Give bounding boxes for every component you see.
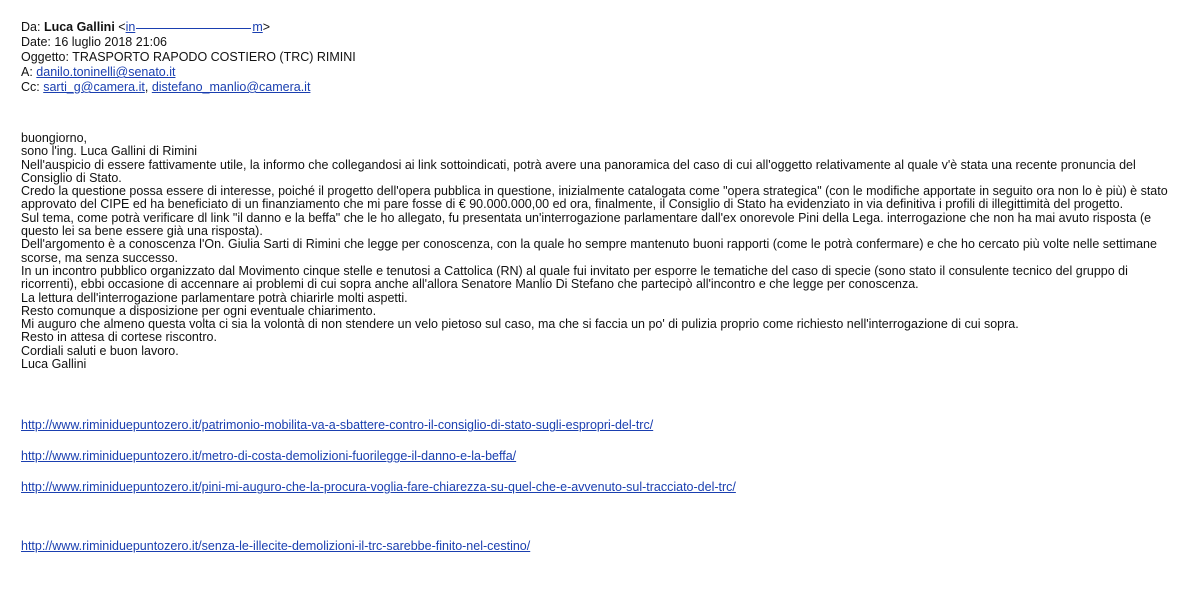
from-label: Da: <box>21 20 41 34</box>
body-line: Sul tema, come potrà verificare dl link "il danno e la beffa" che le ho allegato, fu presentata un'interrogazione parlamentare dall'ex onorevole Pini della Lega. interrogazione che non ha mai avuto risposta (e <box>21 210 1152 225</box>
body-line: Dell'argomento è a conoscenza l'On. Giulia Sarti di Rimini che legge per conoscenza, con la quale ho sempre mantenuto buoni rapporti (come le potrà confermare) e che ho cercato più volte nelle settimane <box>21 237 1157 252</box>
body-line: Consiglio di Stato. <box>21 170 122 185</box>
date-value: 16 luglio 2018 21:06 <box>54 35 167 49</box>
body-line: questo lei sa bene essere già una risposta). <box>21 224 263 239</box>
body-line: Credo la questione possa essere di interesse, poiché il progetto dell'opera pubblica in questione, inizialmente catalogata come "opera strategica" (con le modifiche apportate in seguito ora non lo è più) è stato <box>21 184 1168 199</box>
from-email-suffix[interactable]: m <box>252 20 263 34</box>
cc-row: Cc: sarti_g@camera.it, distefano_manlio@camera.it <box>21 80 311 94</box>
email-header <box>21 20 1181 95</box>
body-line: sono l'ing. Luca Gallini di Rimini <box>21 144 198 159</box>
from-name: Luca Gallini <box>43 20 115 34</box>
from-email-prefix[interactable]: in <box>125 20 136 34</box>
date-row <box>21 35 1181 50</box>
link-row <box>21 418 1181 432</box>
body-line: Luca Gallini <box>21 357 87 372</box>
from-row <box>21 20 1181 35</box>
body-line: Nell'auspicio di essere fattivamente utile, la informo che collegandosi ai link sottoindicati, potrà avere una panoramica del caso di cui all'oggetto relativamente al quale v'è stata una recente pronuncia del <box>21 157 1136 172</box>
redaction-mark <box>136 27 251 29</box>
email-view <box>21 20 1181 553</box>
subject-row <box>21 50 1181 65</box>
cc-email-link[interactable]: distefano_manlio@camera.it <box>151 80 311 94</box>
email-body <box>21 132 1181 371</box>
body-line: Resto comunque a disposizione per ogni eventuale chiarimento. <box>21 303 377 318</box>
cc-email-link[interactable]: sarti_g@camera.it <box>43 80 145 94</box>
body-line: Resto in attesa di cortese riscontro. <box>21 330 217 345</box>
cc-label: Cc: <box>21 80 40 94</box>
from-email[interactable]: <in m> <box>118 20 271 34</box>
to-label: A: <box>21 65 33 79</box>
body-line: Mi auguro che almeno questa volta ci sia la volontà di non stendere un velo pietoso sul caso, ma che si faccia un po' di pulizia proprio come richiesto nell'interrogazione di cui sopra. <box>21 317 1019 332</box>
body-line: approvato del CIPE ed ha beneficiato di un finanziamento che mi pare fosse di € 90.000.000,00 ed ora, finalmente, il Consiglio di Stato ha evidenziato in via definitiva i profili di illegittimità del progetto. <box>21 197 1124 212</box>
article-link[interactable]: http://www.riminiduepuntozero.it/senza-le-illecite-demolizioni-il-trc-sarebbe-finito-nel-cestino/ <box>21 539 531 554</box>
article-link[interactable]: http://www.riminiduepuntozero.it/pini-mi-auguro-che-la-procura-voglia-fare-chiarezza-su-quel-che-e-avvenuto-sul-tracciato-del-trc/ <box>21 480 736 495</box>
link-row <box>21 480 1181 494</box>
body-line: La lettura dell'interrogazione parlamentare potrà chiarirle molti aspetti. <box>21 290 408 305</box>
article-link[interactable]: http://www.riminiduepuntozero.it/metro-di-costa-demolizioni-fuorilegge-il-danno-e-la-beffa/ <box>21 449 517 464</box>
to-email-link[interactable]: danilo.toninelli@senato.it <box>36 65 176 79</box>
link-row <box>21 539 1181 553</box>
subject-value: TRASPORTO RAPODO COSTIERO (TRC) RIMINI <box>72 50 356 64</box>
article-link[interactable]: http://www.riminiduepuntozero.it/patrimonio-mobilita-va-a-sbattere-contro-il-consiglio-di-stato-sugli-espropri-del-trc/ <box>21 418 654 433</box>
link-row <box>21 449 1181 463</box>
link-list <box>21 418 1181 553</box>
body-line: scorse, ma senza successo. <box>21 250 179 265</box>
subject-label: Oggetto: <box>21 50 69 64</box>
body-line: buongiorno, <box>21 131 88 145</box>
body-line: ricorrenti), ebbi occasione di accennare ai problemi di cui sopra anche all'allora Senatore Manlio Di Stefano che partecipò all'incontro e che legge per conoscenza. <box>21 277 919 292</box>
date-label: Date: <box>21 35 51 49</box>
to-row <box>21 65 1181 80</box>
body-line: Cordiali saluti e buon lavoro. <box>21 343 179 358</box>
body-line: In un incontro pubblico organizzato dal Movimento cinque stelle e tenutosi a Cattolica (RN) al quale fui invitato per esporre le tematiche del caso di specie (sono stato il consulente tecnico del gruppo di <box>21 263 1128 278</box>
